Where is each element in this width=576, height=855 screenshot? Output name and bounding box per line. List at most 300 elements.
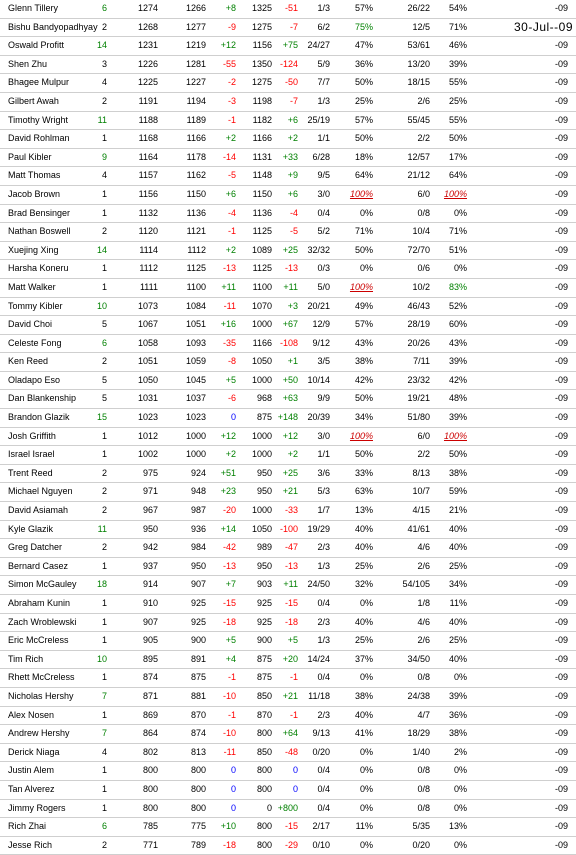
game-percent: 17%: [448, 151, 467, 162]
date-suffix: -09: [554, 412, 568, 423]
rating-diff: +25: [282, 244, 298, 255]
date-suffix: -09: [554, 802, 568, 813]
rating-current: 1268: [137, 21, 158, 32]
win-percent: 0%: [359, 765, 373, 776]
rating-base: 875: [256, 672, 272, 683]
rating-change: -35: [222, 337, 236, 348]
rating-diff: -1: [289, 709, 298, 720]
rating-diff: -33: [284, 505, 298, 516]
rating-current: 1114: [139, 244, 158, 255]
game-percent: 0%: [453, 802, 467, 813]
game-record: 53/61: [407, 40, 430, 51]
date-suffix: -09: [554, 709, 568, 720]
rating-current: 937: [142, 560, 158, 571]
win-percent: 71%: [354, 226, 373, 237]
record: 3/5: [317, 356, 330, 367]
game-percent: 0%: [453, 783, 467, 794]
game-percent: 38%: [448, 467, 467, 478]
game-record: 21/12: [407, 170, 430, 181]
player-name: Jesse Rich: [8, 839, 53, 850]
rating-change: -18: [222, 839, 236, 850]
win-percent: 37%: [354, 653, 373, 664]
rating-diff: +5: [287, 635, 298, 646]
record: 24/27: [307, 40, 330, 51]
rating-change: -6: [227, 393, 236, 404]
table-row: [0, 205, 576, 224]
rating-diff: +3: [287, 300, 298, 311]
table-row: [0, 298, 576, 317]
weeks-played: 1: [101, 133, 107, 144]
record: 3/0: [317, 430, 330, 441]
rating-change: +2: [225, 133, 236, 144]
weeks-played: 5: [101, 319, 107, 330]
date-suffix: -09: [554, 263, 568, 274]
date-suffix: -09: [554, 3, 568, 13]
game-record: 2/6: [417, 560, 430, 571]
rating-change: +5: [225, 635, 236, 646]
record: 2/3: [317, 709, 330, 720]
game-record: 0/20: [412, 839, 430, 850]
rating-diff: -29: [284, 839, 298, 850]
rating-current: 1157: [138, 170, 158, 181]
game-percent: 0%: [453, 263, 467, 274]
game-percent: 71%: [448, 226, 467, 237]
game-record: 1/8: [417, 598, 430, 608]
game-percent: 46%: [448, 40, 467, 51]
record: 2/3: [317, 616, 330, 627]
rating-previous: 1219: [185, 40, 206, 51]
weeks-played: 1: [101, 207, 107, 218]
rating-change: +12: [220, 430, 236, 441]
rating-change: +2: [225, 244, 236, 255]
rating-current: 895: [142, 653, 158, 664]
rating-base: 1050: [251, 523, 272, 534]
rating-base: 1136: [252, 207, 272, 218]
weeks-played: 9: [101, 151, 107, 162]
rating-change: +2: [225, 449, 236, 460]
rating-current: 1274: [137, 3, 158, 13]
table-row: [0, 279, 576, 298]
rating-base: 1131: [252, 151, 272, 162]
rating-base: 875: [256, 653, 272, 664]
weeks-played: 1: [101, 560, 107, 571]
rating-diff: -13: [284, 560, 298, 571]
win-percent: 0%: [359, 263, 373, 274]
game-percent: 40%: [448, 653, 467, 664]
game-percent: 40%: [448, 542, 467, 553]
rating-change: -20: [222, 505, 236, 516]
rating-change: +10: [220, 821, 236, 832]
rating-current: 874: [142, 672, 158, 683]
date-suffix: -09: [554, 616, 568, 627]
player-name: Justin Alem: [8, 765, 55, 776]
game-percent: 0%: [453, 765, 467, 776]
table-row: [0, 223, 576, 242]
weeks-played: 2: [101, 95, 107, 106]
win-percent: 38%: [354, 356, 373, 367]
rating-diff: +75: [282, 40, 298, 51]
table-row: [0, 112, 576, 131]
table-row: [0, 390, 576, 409]
table-row: [0, 669, 576, 688]
win-percent: 50%: [354, 133, 373, 144]
record: 0/10: [312, 839, 330, 850]
rating-previous: 1121: [186, 226, 206, 237]
table-row: [0, 465, 576, 484]
rating-base: 1000: [251, 374, 272, 385]
rating-previous: 1093: [185, 337, 206, 348]
win-percent: 50%: [354, 449, 373, 460]
rating-base: 1166: [252, 337, 272, 348]
player-name: Tan Alverez: [8, 783, 55, 794]
rating-base: 968: [256, 393, 272, 404]
rating-diff: -5: [289, 226, 298, 237]
win-percent: 11%: [355, 821, 373, 832]
table-row: [0, 0, 576, 19]
player-name: Nicholas Hershy: [8, 690, 74, 701]
table-row: [0, 335, 576, 354]
win-percent: 50%: [354, 393, 373, 404]
record: 1/1: [317, 133, 330, 144]
rating-base: 0: [266, 802, 272, 813]
weeks-played: 1: [101, 616, 107, 627]
player-name: Eric McCreless: [8, 635, 69, 646]
win-percent: 0%: [359, 672, 373, 683]
game-record: 26/22: [407, 3, 430, 13]
game-record: 6/0: [417, 188, 430, 199]
record: 5/3: [317, 486, 330, 497]
game-record: 4/7: [417, 709, 430, 720]
game-percent: 51%: [448, 244, 467, 255]
rating-change: -8: [227, 356, 236, 367]
rating-diff: +2: [287, 133, 298, 144]
rating-diff: -100: [279, 523, 298, 534]
date-suffix: -09: [554, 728, 568, 739]
rating-base: 1350: [251, 58, 272, 69]
table-row: [0, 260, 576, 279]
rating-diff: +25: [282, 467, 298, 478]
rating-current: 864: [142, 728, 158, 739]
rating-base: 1150: [252, 188, 272, 199]
game-percent: 42%: [448, 374, 467, 385]
rating-current: 967: [142, 505, 158, 516]
game-percent: 34%: [448, 579, 467, 590]
game-record: 2/6: [417, 95, 430, 106]
win-percent: 40%: [354, 616, 373, 627]
rating-diff: +800: [277, 802, 298, 813]
rating-diff: -7: [289, 95, 298, 106]
win-percent: 64%: [354, 170, 373, 181]
weeks-played: 14: [96, 40, 107, 51]
rating-current: 1164: [138, 151, 158, 162]
rating-change: -1: [227, 709, 236, 720]
rating-current: 802: [142, 746, 158, 757]
rating-previous: 925: [190, 598, 206, 608]
rating-current: 1168: [138, 133, 158, 144]
record: 9/13: [312, 728, 330, 739]
rating-diff: +21: [282, 486, 298, 497]
player-name: Brad Bensinger: [8, 207, 71, 218]
win-percent: 0%: [359, 802, 373, 813]
game-percent: 25%: [448, 95, 467, 106]
rating-change: -11: [223, 300, 236, 311]
rating-change: -18: [222, 616, 236, 627]
record: 9/9: [317, 393, 330, 404]
rating-previous: 1166: [186, 133, 206, 144]
rating-change: 0: [230, 765, 236, 776]
record: 2/17: [312, 821, 330, 832]
win-percent: 25%: [354, 635, 373, 646]
table-row: [0, 130, 576, 149]
game-percent: 100%: [443, 188, 467, 199]
game-record: 6/0: [417, 430, 430, 441]
game-record: 0/8: [417, 207, 430, 218]
rating-previous: 1125: [186, 263, 206, 274]
rating-base: 950: [256, 486, 272, 497]
record: 14/24: [307, 653, 330, 664]
rating-current: 905: [142, 635, 158, 646]
rating-base: 875: [256, 412, 272, 423]
player-name: Bhagee Mulpur: [8, 77, 70, 88]
game-record: 46/43: [407, 300, 430, 311]
weeks-played: 2: [101, 226, 107, 237]
game-record: 4/6: [417, 542, 430, 553]
rating-base: 850: [256, 746, 272, 757]
side-date-label: 30-Jul--09: [514, 20, 574, 34]
rating-change: -1: [227, 114, 236, 125]
win-percent: 38%: [354, 690, 373, 701]
record: 0/3: [317, 263, 330, 274]
rating-change: +4: [225, 653, 236, 664]
rating-previous: 1277: [185, 21, 206, 32]
date-suffix: -09: [554, 505, 568, 516]
rating-base: 850: [256, 690, 272, 701]
rating-change: -1: [227, 226, 236, 237]
weeks-played: 1: [101, 430, 107, 441]
game-percent: 55%: [448, 77, 467, 88]
rating-current: 800: [142, 802, 158, 813]
rating-current: 1156: [138, 188, 158, 199]
rating-previous: 1100: [186, 281, 206, 292]
rating-diff: -18: [284, 616, 298, 627]
win-percent: 0%: [359, 598, 373, 608]
weeks-played: 1: [101, 598, 107, 608]
player-name: Ken Reed: [8, 356, 49, 367]
table-row: [0, 595, 576, 614]
rating-previous: 1037: [185, 393, 206, 404]
rating-base: 870: [256, 709, 272, 720]
rating-change: 0: [230, 783, 236, 794]
rating-previous: 800: [190, 802, 206, 813]
rating-diff: -50: [284, 77, 298, 88]
table-row: [0, 725, 576, 744]
rating-base: 1275: [251, 21, 272, 32]
rating-current: 1188: [138, 114, 158, 125]
table-row: [0, 614, 576, 633]
player-name: Bernard Casez: [8, 560, 69, 571]
date-suffix: -09: [554, 133, 568, 144]
rating-current: 1067: [137, 319, 158, 330]
rating-diff: +9: [287, 170, 298, 181]
rating-current: 1023: [137, 412, 158, 423]
game-percent: 48%: [448, 393, 467, 404]
game-percent: 64%: [448, 170, 467, 181]
game-percent: 39%: [448, 58, 467, 69]
rating-diff: +21: [282, 690, 298, 701]
table-row: [0, 56, 576, 75]
rating-change: -13: [222, 263, 236, 274]
weeks-played: 3: [101, 58, 107, 69]
player-name: Rhett McCreless: [8, 672, 75, 683]
rating-diff: -51: [284, 3, 298, 13]
table-row: [0, 93, 576, 112]
rating-base: 1198: [252, 95, 272, 106]
game-record: 2/2: [417, 449, 430, 460]
game-record: 5/35: [412, 821, 430, 832]
rating-previous: 1281: [185, 58, 206, 69]
win-percent: 33%: [354, 467, 373, 478]
player-name: Nathan Boswell: [8, 226, 71, 237]
weeks-played: 4: [101, 77, 107, 88]
record: 1/3: [317, 635, 330, 646]
rating-previous: 1084: [185, 300, 206, 311]
game-percent: 39%: [448, 690, 467, 701]
rating-previous: 924: [190, 467, 206, 478]
rating-base: 1050: [251, 356, 272, 367]
rating-current: 975: [142, 467, 158, 478]
game-record: 23/32: [407, 374, 430, 385]
rating-change: -42: [222, 542, 236, 553]
win-percent: 0%: [359, 746, 373, 757]
game-record: 0/8: [417, 802, 430, 813]
table-row: [0, 353, 576, 372]
weeks-played: 6: [101, 821, 107, 832]
rating-diff: +64: [282, 728, 298, 739]
rating-change: -5: [227, 170, 236, 181]
rating-current: 1012: [137, 430, 158, 441]
date-suffix: -09: [554, 77, 568, 88]
rating-diff: +148: [277, 412, 298, 423]
table-row: [0, 483, 576, 502]
game-percent: 25%: [448, 560, 467, 571]
rating-previous: 1136: [186, 207, 206, 218]
rating-previous: 936: [190, 523, 206, 534]
rating-current: 1058: [137, 337, 158, 348]
weeks-played: 6: [101, 3, 107, 13]
weeks-played: 5: [101, 393, 107, 404]
weeks-played: 18: [96, 579, 107, 590]
date-suffix: -09: [554, 690, 568, 701]
rating-base: 1000: [251, 505, 272, 516]
rating-previous: 1051: [185, 319, 206, 330]
rating-base: 1275: [251, 77, 272, 88]
date-suffix: -09: [554, 653, 568, 664]
player-name: Andrew Hershy: [8, 728, 70, 739]
game-record: 34/50: [407, 653, 430, 664]
win-percent: 0%: [359, 207, 373, 218]
weeks-played: 7: [101, 728, 107, 739]
rating-current: 800: [142, 783, 158, 794]
rating-base: 800: [256, 728, 272, 739]
table-row: [0, 372, 576, 391]
table-row: [0, 19, 576, 38]
rating-base: 1156: [252, 40, 272, 51]
win-percent: 75%: [354, 21, 373, 32]
rating-current: 771: [142, 839, 158, 850]
rating-base: 800: [256, 783, 272, 794]
record: 3/0: [317, 188, 330, 199]
rating-diff: +11: [283, 579, 298, 590]
rating-base: 1000: [251, 319, 272, 330]
win-percent: 40%: [354, 523, 373, 534]
game-percent: 100%: [443, 430, 467, 441]
table-row: [0, 428, 576, 447]
date-suffix: -09: [554, 170, 568, 181]
rating-base: 1125: [252, 226, 272, 237]
rating-diff: -7: [289, 21, 298, 32]
record: 32/32: [307, 244, 330, 255]
rating-previous: 1162: [186, 170, 206, 181]
rating-previous: 1112: [187, 244, 206, 255]
date-suffix: -09: [554, 783, 568, 794]
weeks-played: 6: [101, 337, 107, 348]
date-suffix: -09: [554, 467, 568, 478]
rating-change: +23: [220, 486, 236, 497]
record: 0/4: [317, 802, 330, 813]
date-suffix: -09: [554, 672, 568, 683]
record: 0/4: [317, 765, 330, 776]
win-percent: 57%: [354, 319, 373, 330]
win-percent: 49%: [354, 300, 373, 311]
table-row: [0, 632, 576, 651]
weeks-played: 11: [97, 523, 107, 534]
rating-change: -11: [223, 746, 236, 757]
date-suffix: -09: [554, 244, 568, 255]
player-name: Dan Blankenship: [8, 393, 77, 404]
rating-change: +11: [221, 281, 236, 292]
rating-previous: 775: [190, 821, 206, 832]
win-percent: 0%: [359, 839, 373, 850]
rating-base: 950: [256, 560, 272, 571]
weeks-played: 10: [96, 300, 107, 311]
game-percent: 52%: [448, 300, 467, 311]
game-percent: 40%: [448, 523, 467, 534]
game-record: 4/15: [412, 505, 430, 516]
game-percent: 83%: [448, 281, 467, 292]
win-percent: 100%: [349, 188, 373, 199]
rating-previous: 987: [190, 505, 206, 516]
game-record: 13/20: [407, 58, 430, 69]
weeks-played: 10: [96, 653, 107, 664]
weeks-played: 2: [101, 21, 107, 32]
rating-base: 800: [256, 821, 272, 832]
win-percent: 25%: [354, 95, 373, 106]
rating-current: 800: [142, 765, 158, 776]
game-percent: 2%: [453, 746, 467, 757]
win-percent: 36%: [354, 58, 373, 69]
player-name: Israel Israel: [8, 449, 55, 460]
date-suffix: -09: [554, 449, 568, 460]
rating-change: +12: [220, 40, 236, 51]
rating-diff: 0: [292, 783, 298, 794]
rating-base: 800: [256, 839, 272, 850]
table-row: [0, 651, 576, 670]
player-name: Kyle Glazik: [8, 523, 54, 534]
date-suffix: -09: [554, 542, 568, 553]
date-suffix: -09: [554, 486, 568, 497]
rating-base: 1000: [251, 449, 272, 460]
rating-previous: 948: [190, 486, 206, 497]
